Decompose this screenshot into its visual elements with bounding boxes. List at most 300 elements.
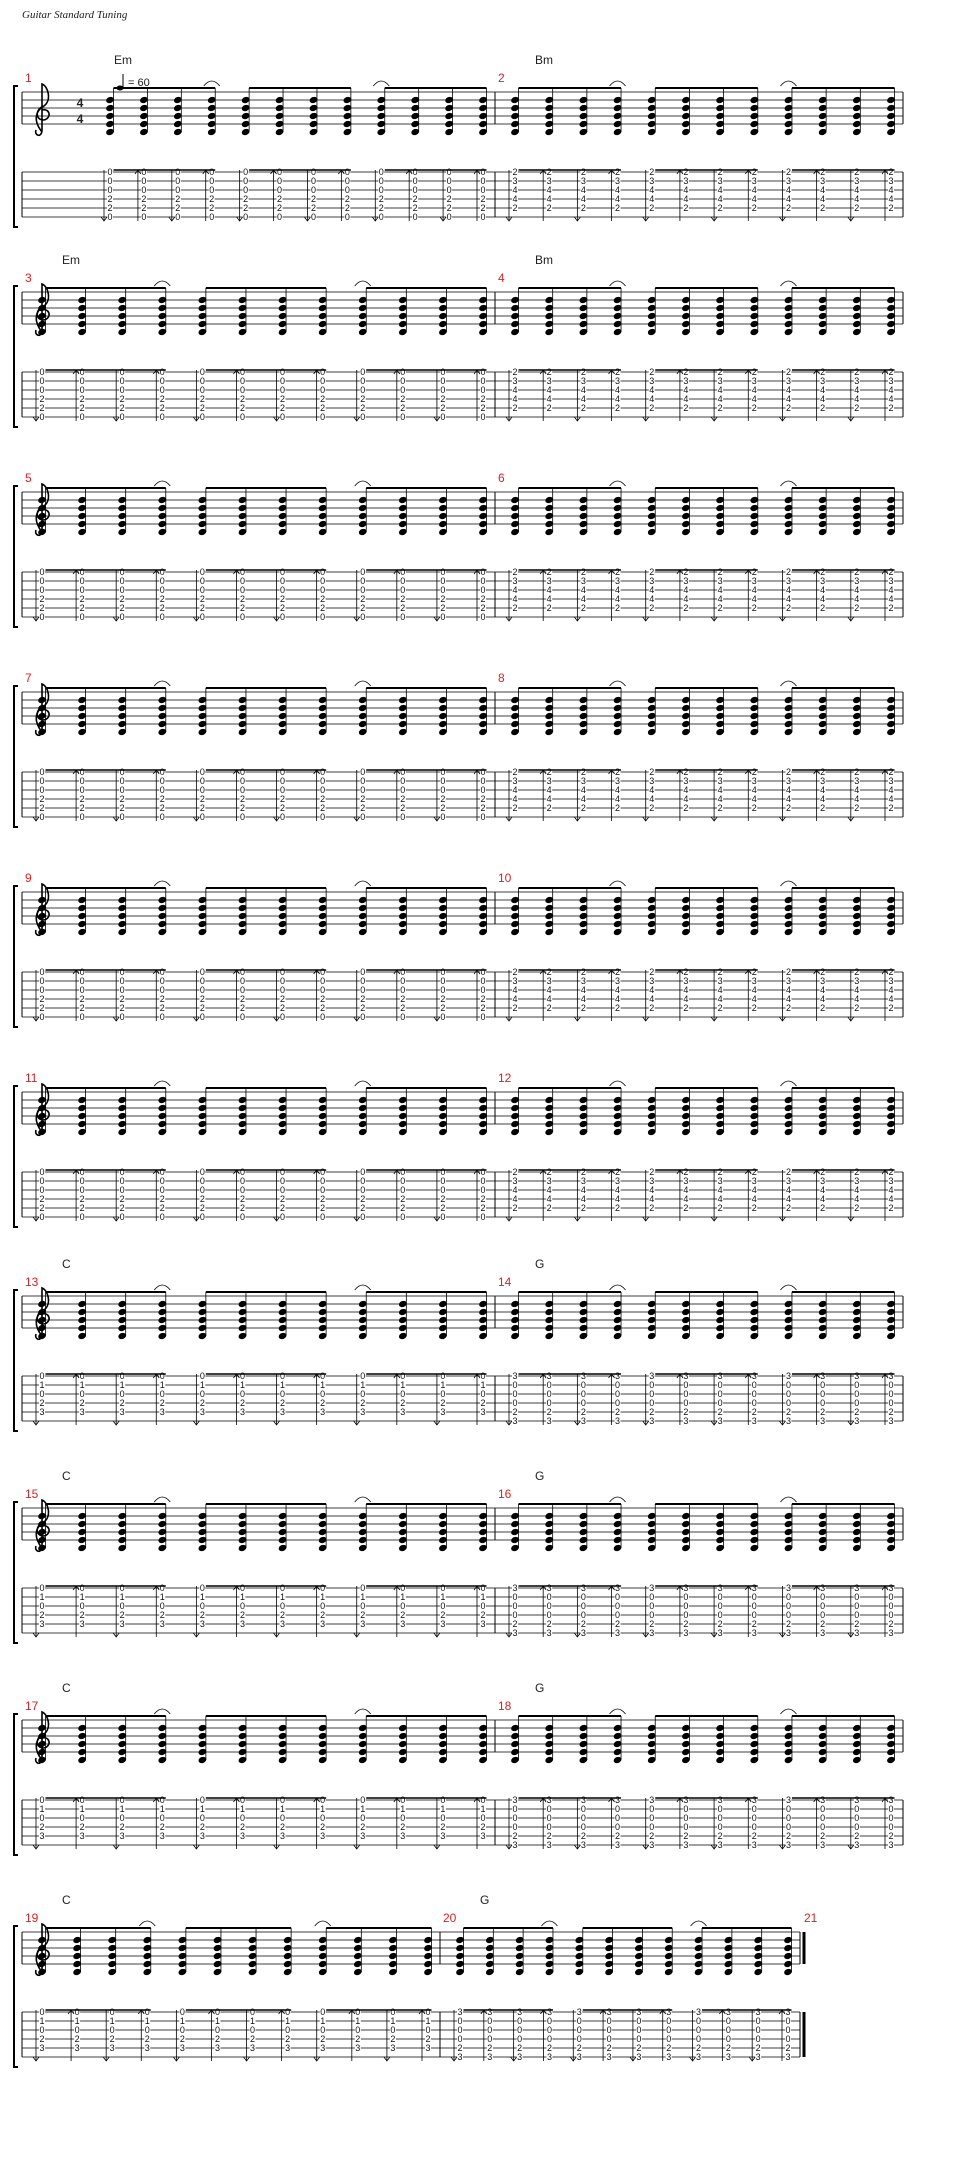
fret-number: 0: [239, 985, 245, 995]
fret-number: 0: [175, 176, 181, 186]
fret-number: 1: [79, 1380, 85, 1390]
fret-number: 0: [320, 1167, 326, 1177]
fret-number: 0: [446, 185, 452, 195]
fret-number: 0: [119, 1167, 125, 1177]
fret-number: 2: [785, 967, 791, 977]
fret-number: 0: [717, 1380, 723, 1390]
fret-number: 0: [239, 1601, 245, 1611]
fret-number: 3: [854, 176, 860, 186]
fret-number: 1: [480, 1592, 486, 1602]
fret-number: 0: [512, 1610, 518, 1620]
chord-strum: [609, 1497, 626, 1638]
fret-number: 0: [320, 367, 326, 377]
fret-number: 3: [717, 176, 723, 186]
fret-number: 2: [615, 1831, 621, 1841]
measure-number: 4: [498, 271, 505, 285]
fret-number: 0: [344, 185, 350, 195]
fret-number: 4: [785, 394, 791, 404]
fret-number: 0: [280, 1389, 286, 1399]
fret-number: 4: [649, 385, 655, 395]
fret-number: 3: [512, 576, 518, 586]
fret-number: 0: [239, 367, 245, 377]
fret-number: 2: [512, 767, 518, 777]
fret-number: 3: [320, 2043, 326, 2053]
fret-number: 0: [79, 976, 85, 986]
chord-label: G: [480, 1893, 490, 1907]
fret-number: 0: [239, 385, 245, 395]
fret-number: 2: [320, 994, 326, 1004]
fret-number: 0: [119, 812, 125, 822]
fret-number: 2: [400, 1203, 406, 1213]
fret-number: 2: [649, 967, 655, 977]
fret-number: 0: [79, 1176, 85, 1186]
fret-number: 0: [39, 376, 45, 386]
fret-number: 0: [280, 367, 286, 377]
fret-number: 4: [512, 1185, 518, 1195]
fret-number: 2: [344, 194, 350, 204]
fret-number: 0: [199, 1795, 205, 1805]
fret-number: 0: [277, 212, 283, 222]
fret-number: 0: [239, 776, 245, 786]
fret-number: 0: [39, 367, 45, 377]
fret-number: 0: [175, 212, 181, 222]
fret-number: 0: [580, 1804, 586, 1814]
fret-number: 4: [512, 385, 518, 395]
fret-number: 3: [820, 1795, 826, 1805]
fret-number: 2: [119, 994, 125, 1004]
fret-number: 3: [888, 976, 894, 986]
fret-number: 1: [250, 2016, 256, 2026]
fret-number: 0: [79, 585, 85, 595]
fret-number: 3: [144, 2043, 150, 2053]
chord-strum: [779, 81, 796, 221]
fret-number: 2: [119, 603, 125, 613]
fret-number: 3: [580, 1795, 586, 1805]
fret-number: 0: [440, 1601, 446, 1611]
fret-number: 2: [159, 1194, 165, 1204]
fret-number: 2: [440, 1398, 446, 1408]
fret-number: 3: [480, 1831, 486, 1841]
fret-number: 2: [214, 2034, 220, 2044]
fret-number: 0: [239, 1212, 245, 1222]
fret-number: 0: [580, 1389, 586, 1399]
fret-number: 2: [546, 1407, 552, 1417]
fret-number: 3: [199, 1407, 205, 1417]
fret-number: 2: [888, 1003, 894, 1013]
fret-number: 0: [280, 376, 286, 386]
fret-number: 0: [546, 1601, 552, 1611]
fret-number: 0: [360, 1795, 366, 1805]
fret-number: 2: [546, 803, 552, 813]
chord-strum: [609, 1709, 626, 1850]
fret-number: 0: [320, 1012, 326, 1022]
fret-number: 1: [39, 2016, 45, 2026]
fret-number: 2: [39, 803, 45, 813]
fret-number: 1: [320, 1804, 326, 1814]
measure-number: 19: [25, 1911, 39, 1925]
fret-number: 0: [480, 185, 486, 195]
fret-number: 0: [751, 1813, 757, 1823]
fret-number: 2: [888, 1831, 894, 1841]
fret-number: 0: [39, 767, 45, 777]
fret-number: 3: [512, 1371, 518, 1381]
measure-number: 7: [25, 671, 32, 685]
fret-number: 3: [615, 1176, 621, 1186]
fret-number: 3: [683, 1628, 689, 1638]
fret-number: 3: [854, 376, 860, 386]
fret-number: 4: [854, 585, 860, 595]
fret-number: 0: [400, 976, 406, 986]
fret-number: 0: [79, 985, 85, 995]
fret-number: 2: [888, 167, 894, 177]
fret-number: 3: [717, 1628, 723, 1638]
fret-number: 0: [717, 1813, 723, 1823]
fret-number: 0: [199, 1371, 205, 1381]
fret-number: 0: [159, 1212, 165, 1222]
fret-number: 1: [355, 2016, 361, 2026]
fret-number: 2: [310, 194, 316, 204]
fret-number: 2: [199, 403, 205, 413]
fret-number: 4: [717, 785, 723, 795]
fret-number: 4: [888, 1185, 894, 1195]
fret-number: 3: [888, 1416, 894, 1426]
fret-number: 0: [615, 1592, 621, 1602]
fret-number: 4: [820, 385, 826, 395]
fret-number: 0: [159, 412, 165, 422]
fret-number: 0: [79, 1185, 85, 1195]
fret-number: 0: [400, 1389, 406, 1399]
fret-number: 0: [480, 176, 486, 186]
fret-number: 2: [615, 1003, 621, 1013]
fret-number: 0: [119, 1371, 125, 1381]
fret-number: 0: [119, 1176, 125, 1186]
fret-number: 2: [820, 1203, 826, 1213]
fret-number: 0: [199, 376, 205, 386]
fret-number: 0: [400, 1185, 406, 1195]
fret-number: 2: [400, 1003, 406, 1013]
fret-number: 4: [820, 794, 826, 804]
fret-number: 0: [649, 1813, 655, 1823]
fret-number: 0: [199, 1601, 205, 1611]
fret-number: 2: [280, 403, 286, 413]
fret-number: 0: [280, 585, 286, 595]
fret-number: 0: [159, 567, 165, 577]
fret-number: 4: [546, 1185, 552, 1195]
fret-number: 2: [239, 1003, 245, 1013]
fret-number: 0: [320, 2007, 326, 2017]
fret-number: 2: [820, 1003, 826, 1013]
fret-number: 3: [683, 976, 689, 986]
fret-number: 2: [512, 1203, 518, 1213]
fret-number: 2: [440, 1203, 446, 1213]
fret-number: 1: [159, 1804, 165, 1814]
fret-number: 2: [717, 203, 723, 213]
fret-number: 2: [378, 203, 384, 213]
fret-number: 2: [39, 794, 45, 804]
fret-number: 2: [854, 1831, 860, 1841]
fret-number: 0: [751, 1389, 757, 1399]
fret-number: 2: [159, 603, 165, 613]
fret-number: 3: [888, 776, 894, 786]
fret-number: 4: [785, 785, 791, 795]
fret-number: 2: [79, 1003, 85, 1013]
fret-number: 0: [159, 576, 165, 586]
fret-number: 2: [440, 803, 446, 813]
fret-number: 3: [820, 1583, 826, 1593]
fret-number: 4: [820, 585, 826, 595]
fret-number: 0: [277, 176, 283, 186]
fret-number: 0: [141, 167, 147, 177]
fret-number: 0: [79, 776, 85, 786]
fret-number: 0: [360, 612, 366, 622]
fret-number: 0: [214, 2007, 220, 2017]
fret-number: 0: [400, 967, 406, 977]
fret-number: 0: [512, 1822, 518, 1832]
fret-number: 4: [546, 594, 552, 604]
fret-number: 0: [615, 1389, 621, 1399]
fret-number: 0: [320, 376, 326, 386]
fret-number: 2: [512, 1407, 518, 1417]
fret-number: 2: [320, 1003, 326, 1013]
fret-number: 2: [580, 1167, 586, 1177]
fret-number: 0: [683, 1610, 689, 1620]
fret-number: 2: [785, 367, 791, 377]
fret-number: 2: [512, 967, 518, 977]
tie-arc: [355, 1081, 371, 1086]
fret-number: 0: [580, 1813, 586, 1823]
fret-number: 0: [141, 176, 147, 186]
fret-number: 3: [580, 1840, 586, 1850]
tie-arc: [780, 1497, 796, 1502]
fret-number: 3: [199, 1831, 205, 1841]
tie-arc: [780, 1709, 796, 1714]
fret-number: 3: [280, 1407, 286, 1417]
fret-number: 4: [751, 1194, 757, 1204]
fret-number: 0: [378, 176, 384, 186]
fret-number: 0: [580, 1398, 586, 1408]
fret-number: 0: [717, 1804, 723, 1814]
fret-number: 0: [888, 1813, 894, 1823]
fret-number: 2: [39, 1203, 45, 1213]
fret-number: 4: [820, 194, 826, 204]
fret-number: 2: [440, 403, 446, 413]
fret-number: 0: [440, 585, 446, 595]
fret-number: 3: [546, 1795, 552, 1805]
fret-number: 0: [480, 567, 486, 577]
fret-number: 0: [280, 1583, 286, 1593]
fret-number: 4: [580, 994, 586, 1004]
fret-number: 2: [751, 1831, 757, 1841]
fret-number: 2: [820, 1831, 826, 1841]
fret-number: 2: [546, 567, 552, 577]
fret-number: 4: [820, 1185, 826, 1195]
fret-number: 3: [785, 376, 791, 386]
fret-number: 2: [209, 203, 215, 213]
fret-number: 0: [360, 1176, 366, 1186]
fret-number: 0: [277, 185, 283, 195]
fret-number: 0: [175, 167, 181, 177]
fret-number: 2: [159, 1398, 165, 1408]
fret-number: 0: [440, 1795, 446, 1805]
fret-number: 1: [280, 1592, 286, 1602]
fret-number: 2: [785, 403, 791, 413]
tie-arc: [780, 81, 796, 86]
fret-number: 0: [480, 985, 486, 995]
fret-number: 2: [649, 203, 655, 213]
fret-number: 3: [546, 1371, 552, 1381]
fret-number: 0: [854, 1804, 860, 1814]
fret-number: 0: [649, 1592, 655, 1602]
fret-number: 2: [717, 403, 723, 413]
staff-system: [14, 53, 903, 227]
fret-number: 0: [440, 967, 446, 977]
fret-number: 2: [785, 1407, 791, 1417]
fret-number: 0: [400, 1795, 406, 1805]
fret-number: 0: [400, 776, 406, 786]
tie-arc: [610, 681, 626, 686]
fret-number: 0: [785, 1398, 791, 1408]
fret-number: 0: [751, 1398, 757, 1408]
fret-number: 2: [320, 803, 326, 813]
fret-number: 0: [717, 1389, 723, 1399]
fret-number: 3: [480, 1407, 486, 1417]
fret-number: 2: [400, 994, 406, 1004]
fret-number: 0: [820, 1592, 826, 1602]
fret-number: 2: [717, 803, 723, 813]
fret-number: 3: [457, 2007, 463, 2017]
fret-number: 0: [119, 367, 125, 377]
fret-number: 2: [199, 794, 205, 804]
fret-number: 2: [360, 1610, 366, 1620]
chord-strum: [153, 281, 170, 422]
fret-number: 3: [649, 776, 655, 786]
fret-number: 4: [580, 385, 586, 395]
measure-number: 1: [25, 71, 32, 85]
fret-number: 1: [39, 1804, 45, 1814]
fret-number: 4: [580, 394, 586, 404]
fret-number: 4: [854, 785, 860, 795]
fret-number: 2: [440, 1003, 446, 1013]
fret-number: 1: [119, 1380, 125, 1390]
fret-number: 4: [854, 594, 860, 604]
tie-arc: [780, 681, 796, 686]
fret-number: 3: [820, 176, 826, 186]
fret-number: 0: [440, 985, 446, 995]
fret-number: 4: [683, 394, 689, 404]
fret-number: 2: [320, 2034, 326, 2044]
fret-number: 3: [360, 1831, 366, 1841]
fret-number: 3: [854, 1176, 860, 1186]
fret-number: 4: [512, 785, 518, 795]
fret-number: 2: [119, 394, 125, 404]
fret-number: 2: [546, 603, 552, 613]
fret-number: 0: [546, 1398, 552, 1408]
fret-number: 0: [440, 1167, 446, 1177]
fret-number: 3: [854, 1583, 860, 1593]
fret-number: 4: [615, 994, 621, 1004]
fret-number: 0: [320, 612, 326, 622]
fret-number: 4: [546, 785, 552, 795]
fret-number: 3: [683, 1840, 689, 1850]
fret-number: 4: [820, 985, 826, 995]
measure-number: 15: [25, 1487, 39, 1501]
fret-number: 4: [580, 794, 586, 804]
staff-system: [14, 1681, 903, 1855]
fret-number: 2: [119, 794, 125, 804]
fret-number: 2: [820, 403, 826, 413]
fret-number: 2: [683, 967, 689, 977]
fret-number: 2: [615, 567, 621, 577]
fret-number: 0: [580, 1592, 586, 1602]
fret-number: 2: [785, 803, 791, 813]
fret-number: 3: [649, 576, 655, 586]
fret-number: 2: [785, 767, 791, 777]
fret-number: 0: [239, 612, 245, 622]
fret-number: 0: [159, 585, 165, 595]
fret-number: 2: [854, 367, 860, 377]
fret-number: 0: [159, 1185, 165, 1195]
fret-number: 4: [546, 994, 552, 1004]
fret-number: 2: [649, 167, 655, 177]
fret-number: 1: [239, 1380, 245, 1390]
fret-number: 2: [141, 194, 147, 204]
measure-number: 3: [25, 271, 32, 285]
tie-arc: [780, 1285, 796, 1290]
fret-number: 3: [580, 1416, 586, 1426]
fret-number: 0: [79, 785, 85, 795]
fret-number: 0: [141, 212, 147, 222]
fret-number: 2: [615, 203, 621, 213]
fret-number: 2: [280, 394, 286, 404]
fret-number: 0: [512, 1389, 518, 1399]
fret-number: 0: [239, 585, 245, 595]
fret-number: 0: [39, 1176, 45, 1186]
fret-number: 0: [344, 167, 350, 177]
fret-number: 0: [360, 985, 366, 995]
fret-number: 2: [400, 594, 406, 604]
fret-number: 3: [512, 1416, 518, 1426]
fret-number: 0: [546, 1822, 552, 1832]
fret-number: 0: [280, 776, 286, 786]
fret-number: 3: [785, 1371, 791, 1381]
fret-number: 3: [751, 1371, 757, 1381]
fret-number: 2: [400, 803, 406, 813]
fret-number: 2: [109, 2034, 115, 2044]
fret-number: 0: [440, 785, 446, 795]
fret-number: 2: [683, 1407, 689, 1417]
chord-label: C: [62, 1893, 71, 1907]
fret-number: 2: [280, 1610, 286, 1620]
fret-number: 0: [854, 1592, 860, 1602]
fret-number: 0: [39, 2025, 45, 2035]
fret-number: 0: [119, 1212, 125, 1222]
fret-number: 2: [785, 567, 791, 577]
fret-number: 0: [615, 1398, 621, 1408]
fret-number: 0: [159, 767, 165, 777]
fret-number: 2: [854, 1407, 860, 1417]
fret-number: 0: [888, 1389, 894, 1399]
fret-number: 0: [119, 585, 125, 595]
fret-number: 1: [360, 1380, 366, 1390]
fret-number: 0: [480, 585, 486, 595]
fret-number: 0: [480, 212, 486, 222]
fret-number: 3: [649, 1176, 655, 1186]
staff-system: [14, 871, 903, 1027]
fret-number: 0: [888, 1380, 894, 1390]
fret-number: 4: [546, 394, 552, 404]
fret-number: 1: [320, 2016, 326, 2026]
fret-number: 1: [440, 1592, 446, 1602]
